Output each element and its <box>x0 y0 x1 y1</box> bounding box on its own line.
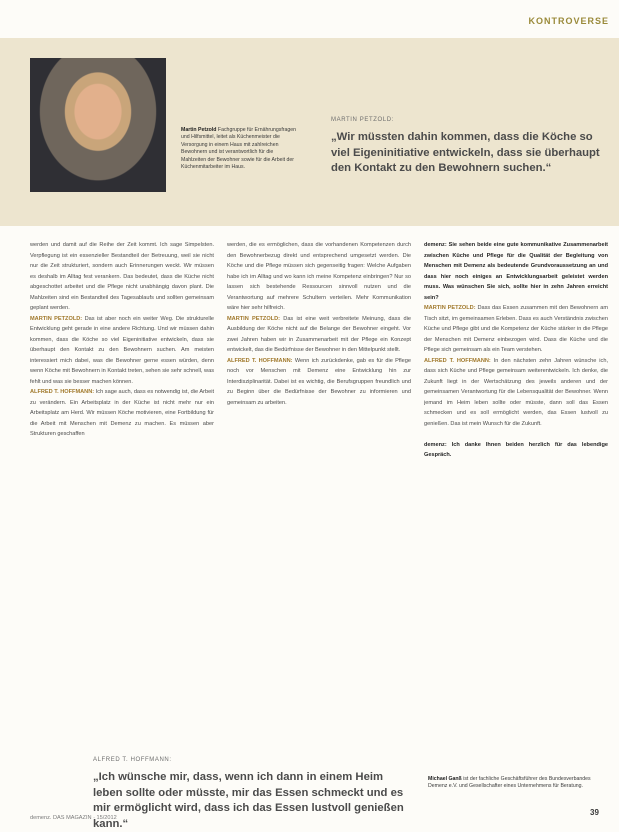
caption-text: Fachgruppe für Ernährungsfragen und Hilfsmittel, leitet als Küchenmeister die Versorgung in einem Haus mit zahlreichen Bewohnern und ist verantwortlich für die Mahlzeiten der Bewohner sowie für die Arbeit der Küchenmitarbeiter im Haus. <box>181 127 297 171</box>
column-1-answer: Ich sage auch, dass es notwendig ist, die Arbeit zu verändern. Ein Arbeitsplatz in der Küche ist nicht mehr nur ein Arbeitsplatz am Herd. Wir müssen Köche motivieren, eine Fortbildung für die Arbeit mit Menschen mit Demenz zu machen. Es müssen aber Strukturen geschaffen <box>30 389 214 437</box>
pull-quote-top: „Wir müssten dahin kommen, dass die Köche so viel Eigeninitiative entwickeln, dass sie überhaupt den Kontakt zu den Bewohnern suchen.“ <box>331 131 600 175</box>
page-number: 39 <box>590 808 599 817</box>
caption-name: Martin Petzold <box>181 127 217 133</box>
portrait-photo <box>30 58 166 192</box>
column-1-answer: Das ist aber noch ein weiter Weg. Die strukturelle Entwicklung geht gerade in eine andere Richtung. Und wir müssen dahin kommen, dass die Köche so viel Eigeninitiative entwickeln, dass sie überhaupt den Kontakt zu den Bewohnern suchen. Am meisten interessiert mich dabei, was die Bewohner gerne essen würden, denn wenn Köche mit Bewohnern in Kontakt treten, sehen sie sehr schnell, was fehlt und was sie besser machen können. <box>30 315 214 385</box>
photo-caption <box>181 127 299 171</box>
footer-publication: demenz. DAS MAGAZIN · 15/2012 <box>30 815 117 821</box>
column-3-answer: Dass das Essen zusammen mit den Bewohnern am Tisch sitzt, im gemeinsamen Erleben. Dass es auch Verständnis zwischen Küche und Pflege gibt und die Kompetenz der Küche stärker in die Pflege der Menschen mit Demenz einbezogen wird. Dass die Küche und die Pflege sich gemeinsam als ein Team verstehen. <box>424 305 608 353</box>
column-2-answer: Wenn ich zurückdenke, gab es für die Pflege noch vor Menschen mit Demenz eine Entwicklung hin zur Interdisziplinarität. Dabei ist es wichtig, die Berufsgruppen freundlich und zu Beginn über die Bedürfnisse der Bewohner zu informieren und gemeinsam zu arbeiten. <box>227 357 411 406</box>
quote-bottom-speaker: ALFRED T. HOFFMANN: <box>93 757 172 763</box>
speaker-label: ALFRED T. HOFFMANN: <box>424 357 491 364</box>
speaker-label: MARTIN PETZOLD: <box>227 315 280 322</box>
speaker-label: MARTIN PETZOLD: <box>30 315 83 322</box>
column-2-answer: Das ist eine weit verbreitete Meinung, dass die Ausbildung der Köche nicht auf die Belange der Bewohner eingeht. Vor zwei Jahren haben wir in Zusammenarbeit mit der Pflege ein Konzept entwickelt, das die Bedürfnisse der Bewohner in den Mittelpunkt stellt. <box>227 315 411 353</box>
speaker-label: MARTIN PETZOLD: <box>424 305 476 311</box>
interviewer-question: demenz: Sie sehen beide eine gute kommunikative Zusammenarbeit zwischen Küche und Pflege für die Qualität der Begleitung von Menschen mit Demenz als bedeutende Grundvoraussetzung an und dass hier noch einiges an Entwicklungsarbeit geleistet werden muss. Was wünschen Sie sich, sollte hier in zehn Jahren erreicht sein? <box>424 242 608 301</box>
closing-line: demenz: Ich danke Ihnen beiden herzlich für das lebendige Gespräch. <box>424 441 608 458</box>
column-1 <box>30 240 214 760</box>
quote-top-speaker: MARTIN PETZOLD: <box>331 117 394 123</box>
column-2-paragraph: werden, die es ermöglichen, dass die vorhandenen Kompetenzen durch den Bewohnerbezug direkt und entsprechend umgesetzt werden. Die Köche und die Pflege müssen sich gegenseitig fragen: Welche Aufgaben habe ich im Alltag und wo kann ich meine Kompetenz einbringen? Nur so lassen sich bestehende Ressourcen sinnvoll nutzen und die Verantwortung auf mehrere Schultern verteilen. Mehr Kommunikation wäre hier sehr hilfreich. <box>227 242 411 311</box>
column-3 <box>424 240 608 760</box>
pull-quote-bottom: „Ich wünsche mir, dass, wenn ich dann in einem Heim leben sollte oder müsste, mir das Essen schmeckt und es mir ermöglicht wird, dass ich das Essen lustvoll genießen kann.“ <box>93 771 404 830</box>
section-label: KONTROVERSE <box>528 16 609 26</box>
column-2 <box>227 240 411 760</box>
author-text: ist der fachliche Geschäftsführer des Bundesverbandes Demenz e.V. und Gesellschafter eines Unternehmens für Beratung. <box>428 776 591 790</box>
author-note <box>428 776 608 790</box>
author-name: Michael Ganß <box>428 776 462 782</box>
speaker-label: ALFRED T. HOFFMANN: <box>30 389 95 395</box>
column-3-answer: In den nächsten zehn Jahren wünsche ich, dass sich Küche und Pflege gemeinsam weiterentwickeln. Ich denke, die Zukunft liegt in der Wertschätzung des jeweils anderen und der gemeinsamen Verantwortung für die Lebensqualität der Bewohner. Wenn jemand im Heim leben sollte oder müsste, dann soll das Essen schmecken und es soll ermöglicht werden, das Essen lustvoll zu genießen. Das ist mein Wunsch für die Zukunft. <box>424 357 608 427</box>
article-columns <box>30 240 610 760</box>
speaker-label: ALFRED T. HOFFMANN: <box>227 357 293 364</box>
column-1-paragraph: werden und damit auf die Reihe der Zeit kommt. Ich sage Simpelsten. Verpflegung ist ein essenzieller Bestandteil der Betreuung, weil sie nicht nur die Zeit strukturiert, sondern auch Erinnerungen weckt. Wir müssen es deshalb im Alltag fest verankern. Das bedeutet, dass die Küche nicht abgeschottet arbeitet und die Pflege nicht unabhängig davon plant. Die Mahlzeiten sind ein Bestandteil des Tagesablaufs und sollten gemeinsam geplant werden. <box>30 242 214 311</box>
